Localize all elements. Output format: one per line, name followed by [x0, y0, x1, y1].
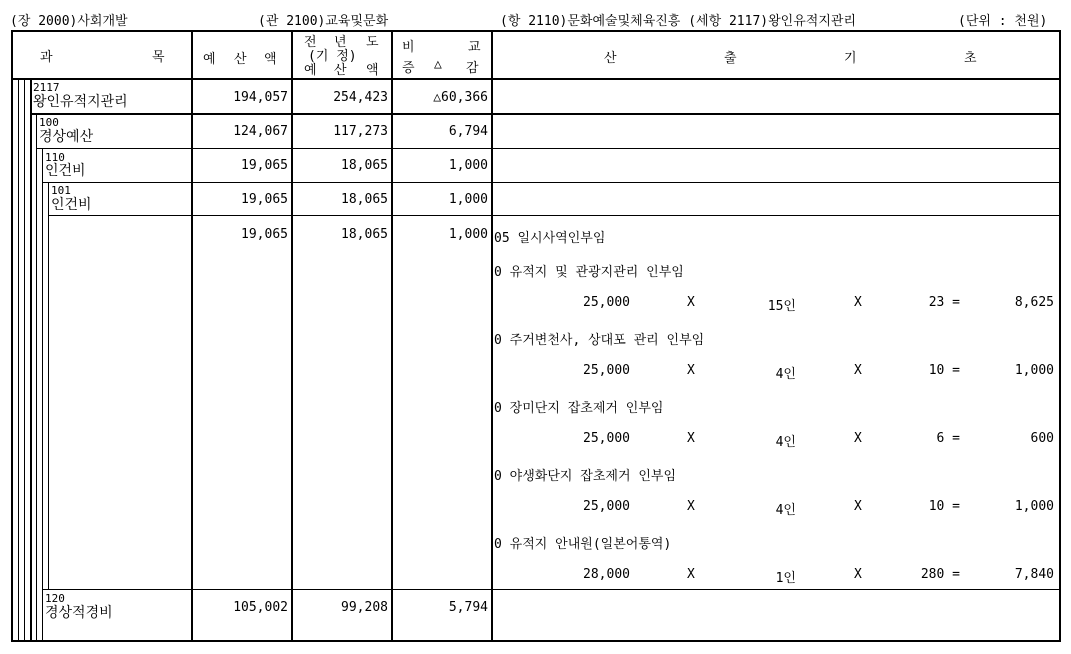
- basis-persons: 4인: [775, 367, 796, 382]
- basis-times: X: [854, 431, 862, 446]
- level-line: [24, 79, 25, 641]
- col-prev-1b: 년: [334, 35, 347, 50]
- hang-label: (항 2110)문화예술및체육진흥 (세항 2117)왕인유적지관리: [500, 14, 857, 29]
- level-line: [18, 79, 19, 641]
- basis-persons: 15인: [767, 299, 796, 314]
- basis-unit-price: 25,000: [583, 499, 630, 514]
- row-diff: △60,366: [433, 90, 488, 105]
- row-name: 인건비: [45, 163, 86, 179]
- row-prev: 254,423: [333, 90, 388, 105]
- basis-unit-price: 28,000: [583, 567, 630, 582]
- basis-amount: 600: [1030, 431, 1054, 446]
- col-divider: [291, 30, 293, 641]
- level-line: [48, 182, 49, 590]
- basis-item-label: 0 야생화단지 잡초제거 인부임: [494, 469, 677, 484]
- row-budget: 19,065: [241, 227, 288, 242]
- basis-times: X: [854, 295, 862, 310]
- row-separator: [48, 215, 1061, 216]
- basis-times: X: [687, 567, 695, 582]
- basis-amount: 7,840: [1014, 567, 1054, 582]
- col-subject-2: 목: [152, 50, 165, 65]
- basis-times: X: [854, 567, 862, 582]
- basis-amount: 1,000: [1014, 363, 1054, 378]
- row-name: 경상적경비: [45, 605, 113, 621]
- basis-persons: 4인: [775, 435, 796, 450]
- gwan-label: (관 2100)교육및문화: [258, 14, 389, 29]
- basis-title: 05 일시사역인부임: [494, 231, 606, 246]
- row-separator: [42, 182, 1061, 183]
- row-separator: [36, 148, 1061, 149]
- basis-days: 280 =: [920, 567, 960, 582]
- row-budget: 19,065: [241, 158, 288, 173]
- row-name: 왕인유적지관리: [33, 94, 128, 110]
- row-name: 인건비: [51, 197, 92, 213]
- row-diff: 1,000: [448, 192, 488, 207]
- basis-days: 6 =: [936, 431, 960, 446]
- jang-label: (장 2000)사회개발: [10, 14, 128, 29]
- row-budget: 19,065: [241, 192, 288, 207]
- basis-persons: 4인: [775, 503, 796, 518]
- col-budget-2: 산: [234, 52, 247, 67]
- row-budget: 194,057: [233, 90, 288, 105]
- unit-label: (단위 : 천원): [958, 14, 1048, 29]
- basis-persons: 1인: [775, 571, 796, 586]
- col-subject-1: 과: [40, 50, 53, 65]
- col-prev-3c: 액: [366, 63, 379, 78]
- col-compare-2c: 감: [466, 61, 479, 76]
- col-compare-1a: 비: [402, 40, 415, 55]
- basis-times: X: [854, 499, 862, 514]
- row-code: 100: [39, 116, 59, 129]
- col-prev-3a: 예: [304, 63, 317, 78]
- col-prev-2: (기 정): [308, 49, 357, 64]
- row-prev: 18,065: [341, 158, 388, 173]
- row-code: 101: [51, 184, 71, 197]
- col-basis-3: 기: [844, 51, 857, 66]
- row-budget: 124,067: [233, 124, 288, 139]
- row-code: 110: [45, 151, 65, 164]
- row-prev: 18,065: [341, 192, 388, 207]
- header-bottom-border: [11, 78, 1061, 80]
- basis-unit-price: 25,000: [583, 431, 630, 446]
- col-divider: [391, 30, 393, 641]
- row-budget: 105,002: [233, 600, 288, 615]
- basis-days: 23 =: [928, 295, 960, 310]
- basis-item-label: 0 유적지 및 관광지관리 인부임: [494, 265, 684, 280]
- basis-days: 10 =: [928, 363, 960, 378]
- basis-amount: 8,625: [1014, 295, 1054, 310]
- basis-times: X: [687, 295, 695, 310]
- col-budget-3: 액: [264, 52, 277, 67]
- basis-times: X: [854, 363, 862, 378]
- basis-times: X: [687, 499, 695, 514]
- row-diff: 5,794: [448, 600, 488, 615]
- row-code: 120: [45, 592, 65, 605]
- basis-item-label: 0 유적지 안내원(일본어통역): [494, 537, 672, 552]
- col-prev-1c: 도: [366, 35, 379, 50]
- col-compare-2a: 증: [402, 61, 415, 76]
- basis-unit-price: 25,000: [583, 363, 630, 378]
- basis-item-label: 0 주거변천사, 상대포 관리 인부임: [494, 333, 705, 348]
- row-name: 경상예산: [39, 129, 94, 145]
- row-prev: 18,065: [341, 227, 388, 242]
- level-line: [30, 79, 32, 641]
- row-diff: 6,794: [448, 124, 488, 139]
- table-top-border: [11, 30, 1061, 32]
- row-prev: 117,273: [333, 124, 388, 139]
- row-prev: 99,208: [341, 600, 388, 615]
- col-prev-3b: 산: [334, 63, 347, 78]
- col-basis-2: 출: [724, 51, 737, 66]
- basis-times: X: [687, 431, 695, 446]
- level-line: [42, 148, 43, 641]
- right-border: [1059, 30, 1061, 641]
- col-divider: [491, 30, 493, 641]
- row-diff: 1,000: [448, 227, 488, 242]
- row-diff: 1,000: [448, 158, 488, 173]
- basis-amount: 1,000: [1014, 499, 1054, 514]
- row-separator: [42, 589, 1061, 590]
- table-bottom-border: [11, 640, 1061, 642]
- basis-times: X: [687, 363, 695, 378]
- basis-days: 10 =: [928, 499, 960, 514]
- col-basis-4: 초: [964, 51, 977, 66]
- col-compare-1b: 교: [468, 40, 481, 55]
- row-separator: [30, 113, 1061, 115]
- col-prev-1a: 전: [304, 35, 317, 50]
- basis-item-label: 0 장미단지 잡초제거 인부임: [494, 401, 664, 416]
- basis-unit-price: 25,000: [583, 295, 630, 310]
- col-budget-1: 예: [203, 52, 216, 67]
- level-line: [36, 114, 37, 641]
- left-border: [11, 30, 13, 641]
- col-compare-2b: △: [434, 57, 442, 72]
- col-divider: [191, 30, 193, 641]
- row-code: 2117: [33, 81, 60, 94]
- col-basis-1: 산: [604, 51, 617, 66]
